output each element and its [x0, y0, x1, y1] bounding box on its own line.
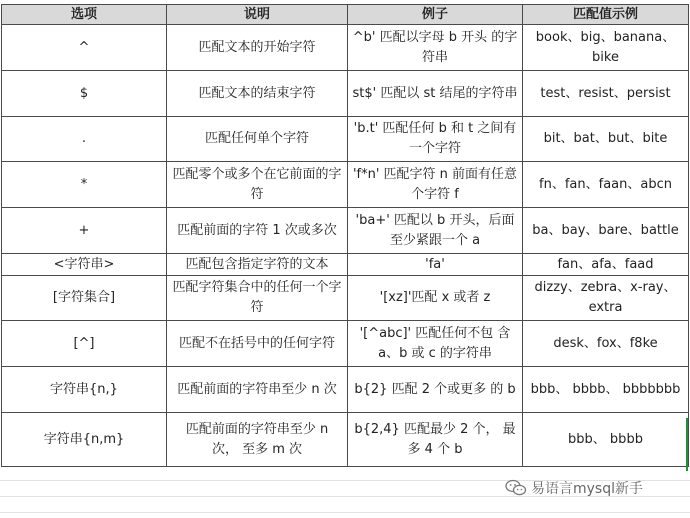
example-cell: 'b.t' 匹配任何 b 和 t 之间有一个字符 — [348, 117, 523, 162]
matches-cell: bbb、 bbbb、 bbbbbbb — [523, 367, 689, 413]
matches-cell: bbb、 bbbb — [523, 413, 689, 467]
header-row — [2, 5, 689, 25]
table-row — [2, 71, 689, 117]
option-cell: + — [2, 208, 167, 254]
table-row — [2, 367, 689, 413]
header-matches: 匹配值示例 — [523, 5, 689, 25]
desc-cell: 匹配字符集合中的任何一个字 符 — [167, 276, 348, 321]
header-option: 选项 — [2, 5, 167, 25]
example-cell: 'ba+' 匹配以 b 开头，后面至少紧跟一个 a — [348, 208, 523, 254]
header-example: 例子 — [348, 5, 523, 25]
header-description: 说明 — [167, 5, 348, 25]
desc-cell: 匹配不在括号中的任何字符 — [167, 321, 348, 367]
matches-cell: test、resist、persist — [523, 71, 689, 117]
desc-cell: 匹配前面的字符 1 次或多次 — [167, 208, 348, 254]
desc-cell: 匹配任何单个字符 — [167, 117, 348, 162]
example-cell: '[^abc]' 匹配任何不包 含 a、b 或 c 的字符串 — [348, 321, 523, 367]
desc-cell: 匹配前面的字符串至少 n 次 — [167, 367, 348, 413]
desc-cell: 匹配前面的字符串至少 n 次， 至多 m 次 — [167, 413, 348, 467]
table-row — [2, 25, 689, 71]
table-row — [2, 162, 689, 208]
table-row — [2, 321, 689, 367]
option-cell: [字符集合] — [2, 276, 167, 321]
wechat-icon — [505, 479, 527, 497]
option-cell: $ — [2, 71, 167, 117]
table-row — [2, 413, 689, 467]
example-cell: 'fa' — [348, 254, 523, 276]
example-cell: b{2,4} 匹配最少 2 个， 最多 4 个 b — [348, 413, 523, 467]
selection-border — [686, 418, 688, 471]
option-cell: <字符串> — [2, 254, 167, 276]
desc-cell: 匹配文本的结束字符 — [167, 71, 348, 117]
table-row — [2, 208, 689, 254]
watermark-text: 易语言mysql新手 — [531, 481, 643, 497]
matches-cell: fn、fan、faan、abcn — [523, 162, 689, 208]
matches-cell: desk、fox、f8ke — [523, 321, 689, 367]
example-cell: b{2} 匹配 2 个或更多 的 b — [348, 367, 523, 413]
example-cell: 'f*n' 匹配字符 n 前面有任意个字符 f — [348, 162, 523, 208]
example-cell: ^b' 匹配以字母 b 开头 的字符串 — [348, 25, 523, 71]
matches-cell: bit、bat、but、bite — [523, 117, 689, 162]
matches-cell: dizzy、zebra、x-ray、extra — [523, 276, 689, 321]
table-row — [2, 276, 689, 321]
desc-cell: 匹配零个或多个在它前面的字 符 — [167, 162, 348, 208]
option-cell: [^] — [2, 321, 167, 367]
watermark — [505, 476, 643, 500]
option-cell: . — [2, 117, 167, 162]
desc-cell: 匹配包含指定字符的文本 — [167, 254, 348, 276]
option-cell: ^ — [2, 25, 167, 71]
grid-line — [0, 512, 690, 513]
desc-cell: 匹配文本的开始字符 — [167, 25, 348, 71]
example-cell: st$' 匹配以 st 结尾的字符串 — [348, 71, 523, 117]
option-cell: 字符串{n,} — [2, 367, 167, 413]
example-cell: '[xz]'匹配 x 或者 z — [348, 276, 523, 321]
option-cell: * — [2, 162, 167, 208]
matches-cell: book、big、banana、bike — [523, 25, 689, 71]
matches-cell: ba、bay、bare、battle — [523, 208, 689, 254]
option-cell: 字符串{n,m} — [2, 413, 167, 467]
regex-table — [1, 4, 689, 467]
table-row — [2, 254, 689, 276]
matches-cell: fan、afa、faad — [523, 254, 689, 276]
table-row — [2, 117, 689, 162]
